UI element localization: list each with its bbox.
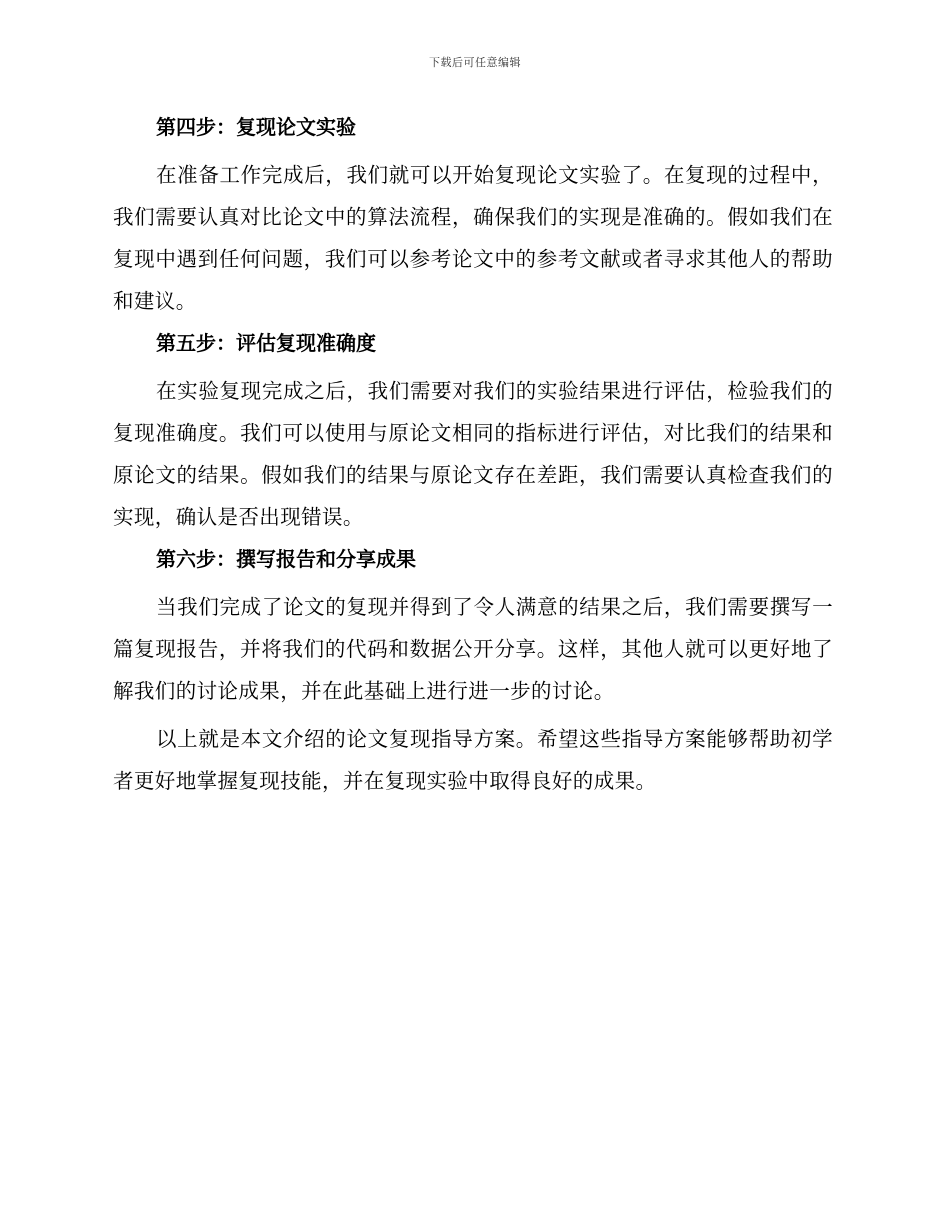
document-body — [113, 112, 833, 802]
section-heading-step-5: 第五步：评估复现准确度 — [156, 331, 376, 355]
section-paragraph-step-4: 在准备工作完成后，我们就可以开始复现论文实验了。在复现的过程中，我们需要认真对比论文中的算法流程，确保我们的实现是准确的。假如我们在复现中遇到任何问题，我们可以参考论文中的参考文献或者寻求其他人的帮助和建议。 — [113, 163, 833, 313]
section-heading-step-4: 第四步：复现论文实验 — [156, 115, 356, 139]
conclusion-paragraph: 以上就是本文介绍的论文复现指导方案。希望这些指导方案能够帮助初学者更好地掌握复现技能，并在复现实验中取得良好的成果。 — [113, 727, 833, 793]
page-header: 下载后可任意编辑 — [429, 56, 521, 69]
section-heading-step-6: 第六步：撰写报告和分享成果 — [156, 547, 416, 571]
section-paragraph-step-6: 当我们完成了论文的复现并得到了令人满意的结果之后，我们需要撰写一篇复现报告，并将我们的代码和数据公开分享。这样，其他人就可以更好地了解我们的讨论成果，并在此基础上进行进一步的讨论。 — [113, 595, 833, 703]
section-paragraph-step-5: 在实验复现完成之后，我们需要对我们的实验结果进行评估，检验我们的复现准确度。我们可以使用与原论文相同的指标进行评估，对比我们的结果和原论文的结果。假如我们的结果与原论文存在差距，我们需要认真检查我们的实现，确认是否出现错误。 — [113, 379, 833, 529]
